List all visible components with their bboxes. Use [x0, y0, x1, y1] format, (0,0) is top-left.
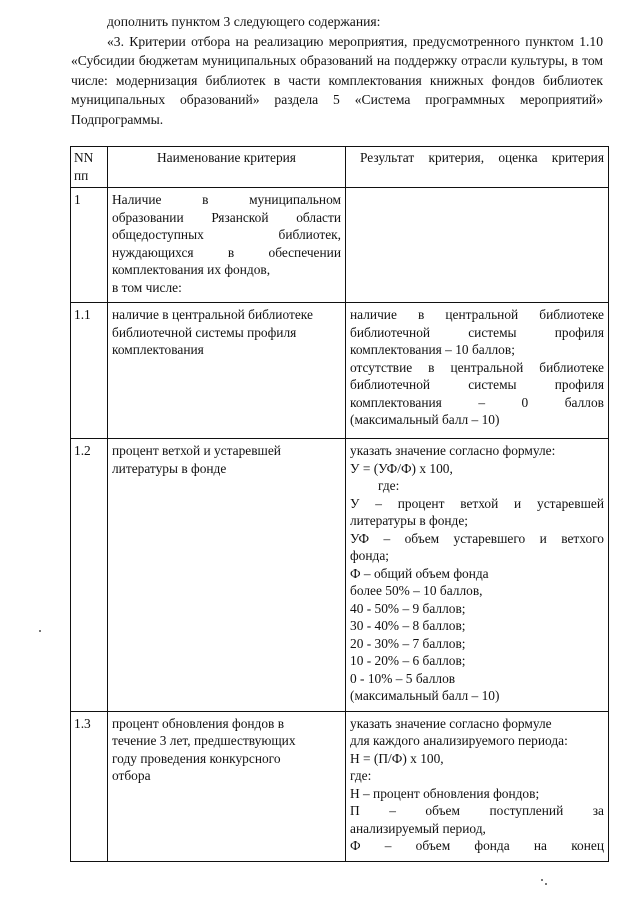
result-line: У = (УФ/Ф) х 100,	[350, 460, 453, 476]
result-line: Ф – объем фонда на конец	[350, 838, 604, 853]
name-line: литературы в фонде	[112, 460, 227, 476]
row-num: 1	[71, 188, 108, 303]
name-line: комплектования	[112, 342, 204, 357]
table-header-row	[71, 147, 609, 188]
name-line: общедоступных библиотек,	[112, 227, 341, 242]
name-line: библиотечной системы профиля	[112, 324, 297, 340]
result-line: библиотечной системы профиля	[350, 324, 604, 340]
result-line: 30 - 40% – 8 баллов;	[350, 618, 466, 633]
row-num: 1.1	[71, 303, 108, 439]
result-line: 10 - 20% – 6 баллов;	[350, 653, 466, 668]
name-line: наличие в центральной библиотеке	[112, 307, 313, 322]
row-result	[346, 439, 609, 712]
result-line: библиотечной системы профиля	[350, 377, 604, 392]
result-line: (максимальный балл – 10)	[350, 688, 500, 703]
result-line: более 50% – 10 баллов,	[350, 583, 483, 598]
result-line: для каждого анализируемого периода:	[350, 733, 568, 748]
header-result: Результат критерия, оценка критерия	[346, 147, 609, 188]
result-line: где:	[350, 768, 372, 783]
result-line: анализируемый период,	[350, 820, 486, 836]
scan-speck	[545, 883, 547, 885]
row-num: 1.2	[71, 439, 108, 712]
header-name: Наименование критерия	[108, 147, 346, 188]
result-line: Н = (П/Ф) х 100,	[350, 750, 444, 766]
row-name	[108, 303, 346, 439]
name-line: нуждающихся в обеспечении	[112, 244, 341, 260]
name-line: процент обновления фондов в	[112, 715, 285, 731]
name-line: отбора	[112, 768, 151, 783]
scan-speck	[39, 630, 41, 632]
name-line: комплектования их фондов,	[112, 262, 271, 277]
result-line: Н – процент обновления фондов;	[350, 785, 540, 801]
table-row	[71, 188, 609, 303]
table-row	[71, 439, 609, 712]
row-name	[108, 711, 346, 861]
result-line: Ф – общий объем фонда	[350, 565, 489, 581]
result-line: фонда;	[350, 548, 390, 563]
name-line: Наличие в муниципальном	[112, 192, 341, 207]
intro-line: дополнить пунктом 3 следующего содержания:	[107, 14, 381, 29]
name-line: образовании Рязанской области	[112, 209, 341, 225]
result-line: 40 - 50% – 9 баллов;	[350, 600, 466, 616]
result-line: наличие в центральной библиотеке	[350, 307, 604, 322]
intro-text	[71, 12, 603, 129]
result-line: УФ – объем устаревшего и ветхого	[350, 530, 604, 546]
criteria-table	[70, 146, 609, 862]
table-row	[71, 711, 609, 861]
result-line: 20 - 30% – 7 баллов;	[350, 635, 466, 651]
result-line: комплектования – 0 баллов	[350, 394, 604, 410]
row-result	[346, 303, 609, 439]
result-line: литературы в фонде;	[350, 513, 469, 528]
intro-paragraph: «3. Критерии отбора на реализацию мероприятия, предусмотренного пунктом 1.10 «Субсидии бюджетам муниципальных образований на поддержку отрасли культуры, в том числе: модернизация библиотек в части комплектования книжных фондов библиотек муниципальных образований» раздела 5 «Система программных мероприятий» Подпрограммы.	[71, 33, 603, 127]
header-num: NN пп	[71, 147, 108, 188]
table-row	[71, 303, 609, 439]
name-line: процент ветхой и устаревшей	[112, 443, 281, 458]
row-num: 1.3	[71, 711, 108, 861]
scan-speck	[541, 879, 543, 881]
result-line: 0 - 10% – 5 баллов	[350, 670, 456, 686]
result-line: комплектования – 10 баллов;	[350, 342, 515, 357]
row-result	[346, 188, 609, 303]
row-name	[108, 188, 346, 303]
result-line: указать значение согласно формуле	[350, 715, 552, 731]
row-name	[108, 439, 346, 712]
result-line: где:	[378, 478, 400, 493]
result-line: П – объем поступлений за	[350, 803, 604, 818]
name-line: течение 3 лет, предшествующих	[112, 733, 296, 748]
row-result	[346, 711, 609, 861]
result-line: отсутствие в центральной библиотеке	[350, 359, 604, 375]
name-line: в том числе:	[112, 279, 182, 295]
result-line: (максимальный балл – 10)	[350, 412, 500, 427]
name-line: году проведения конкурсного	[112, 750, 281, 766]
result-line: указать значение согласно формуле:	[350, 443, 556, 458]
result-line: У – процент ветхой и устаревшей	[350, 495, 604, 511]
